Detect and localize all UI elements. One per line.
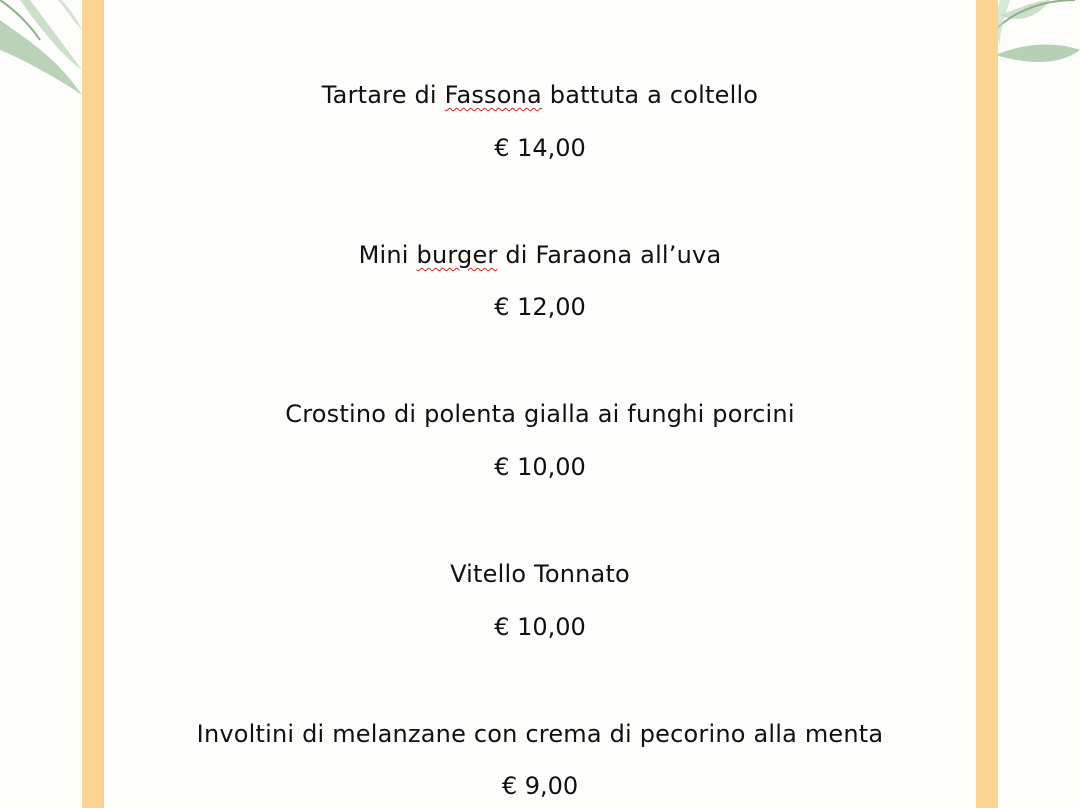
menu-item-name-part: Vitello Tonnato — [450, 560, 630, 588]
leaf-decoration-right — [990, 0, 1080, 100]
menu-item-name-part: Crostino di polenta gialla ai funghi porcini — [285, 400, 795, 428]
menu-item-price: € 12,00 — [494, 293, 586, 321]
menu-item-name — [104, 560, 976, 588]
menu-item-name-part: Tartare di — [321, 81, 445, 109]
menu-item-name — [104, 241, 976, 269]
menu-item-name-part: battuta a coltello — [541, 81, 759, 109]
menu-item-price: € 10,00 — [494, 613, 586, 641]
menu-item-price: € 14,00 — [494, 134, 586, 162]
spellcheck-underlined-word: burger — [416, 241, 498, 269]
menu-item-name — [104, 720, 976, 748]
page-border-right — [976, 0, 998, 808]
menu-item-price: € 10,00 — [494, 453, 586, 481]
menu-item-name — [104, 81, 976, 109]
leaf-decoration-left — [0, 0, 90, 100]
menu-item-price: € 9,00 — [501, 772, 579, 800]
menu-item-name — [104, 400, 976, 428]
page-border-left — [82, 0, 104, 808]
menu-item-name-part: Involtini di melanzane con crema di pecorino alla menta — [196, 720, 884, 748]
spellcheck-underlined-word: Fassona — [444, 81, 542, 109]
menu-item-name-part: Mini — [358, 241, 417, 269]
menu-item-name-part: di Faraona all’uva — [497, 241, 722, 269]
